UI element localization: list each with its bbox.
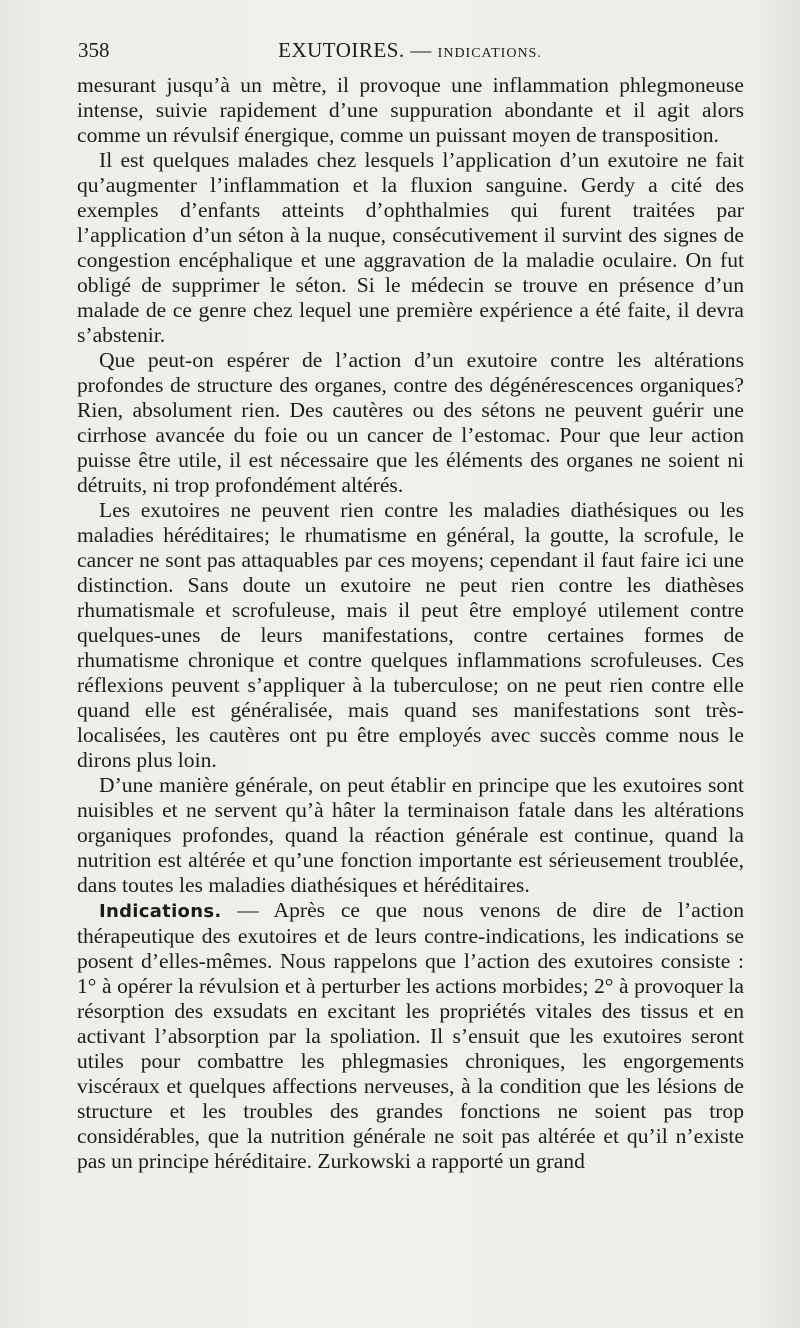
indications-heading: Indications. bbox=[99, 901, 222, 922]
paragraph: Que peut-on espérer de l’action d’un exutoire contre les altérations profondes de structure des organes, contre des dégénérescences organiques? Rien, absolument rien. Des cautères ou des sétons ne peuvent guérir une cirrhose avancée du foie ou un cancer de l’estomac. Pour que leur action puisse être utile, il est nécessaire que les éléments des organes ne soient ni détruits, ni trop profondément altérés. bbox=[77, 348, 744, 497]
paragraph: D’une manière générale, on peut établir en principe que les exutoires sont nuisibles et ne servent qu’à hâter la terminaison fatale dans les altérations organiques profondes, quand la réaction générale est continue, quand la nutrition est altérée et qu’une fonction importante est sérieusement troublée, dans toutes les maladies diathésiques et héréditaires. bbox=[77, 773, 744, 897]
paragraph: Il est quelques malades chez lesquels l’application d’un exutoire ne fait qu’augmenter l’inflammation et la fluxion sanguine. Gerdy a cité des exemples d’enfants atteints d’ophthalmies qui furent traitées par l’application d’un séton à la nuque, consécutivement il survint des signes de congestion encéphalique et une aggravation de la maladie oculaire. On fut obligé de supprimer le séton. Si le médecin se trouve en présence d’un malade de ce genre chez lequel une première expérience a été faite, il devra s’abstenir. bbox=[77, 148, 744, 347]
indications-paragraph bbox=[77, 898, 744, 1174]
paragraph: Les exutoires ne peuvent rien contre les maladies diathésiques ou les maladies héréditaires; le rhumatisme en général, la goutte, la scrofule, le cancer ne sont pas attaquables par ces moyens; cependant il faut faire ici une distinction. Sans doute un exutoire ne peut rien contre les diathèses rhumatismale et scrofuleuse, mais il peut être employé utilement contre quelques-unes de leurs manifestations, contre certaines formes de rhumatisme chronique et contre quelques inflammations scrofuleuses. Ces réflexions peuvent s’appliquer à la tuberculose; on ne peut rien contre elle quand elle est généralisée, mais quand ses manifestations sont très-localisées, les cautères ont pu être employés avec succès comme nous le dirons plus loin. bbox=[77, 498, 744, 772]
body-text bbox=[77, 73, 744, 1174]
paragraph-continued: mesurant jusqu’à un mètre, il provoque une inflammation phlegmoneuse intense, suivie rapidement d’une suppuration abondante et il agit alors comme un révulsif énergique, comme un puissant moyen de transposition. bbox=[77, 73, 744, 147]
page-header bbox=[78, 38, 742, 66]
indications-text: — Après ce que nous venons de dire de l’action thérapeutique des exutoires et de leurs contre-indications, les indications se posent d’elles-mêmes. Nous rappelons que l’action des exutoires consiste : 1° à opérer la révulsion et à perturber les actions morbides; 2° à provoquer la résorption des exsudats en excitant les propriétés vitales des tissus et en activant l’absorption par la spoliation. Il s’ensuit que les exutoires seront utiles pour combattre les phlegmasies chroniques, les engorgements viscéraux et quelques affections nerveuses, à la condition que les lésions de structure et les troubles des grandes fonctions ne soient pas trop considérables, que la nutrition générale ne soit pas altérée et qu’il n’existe pas un principe héréditaire. Zurkowski a rapporté un grand bbox=[77, 898, 744, 1173]
running-head-section: INDICATIONS. bbox=[437, 46, 542, 61]
running-head-title: EXUTOIRES. — bbox=[278, 38, 432, 62]
running-head bbox=[78, 38, 742, 63]
page-number: 358 bbox=[78, 38, 110, 62]
